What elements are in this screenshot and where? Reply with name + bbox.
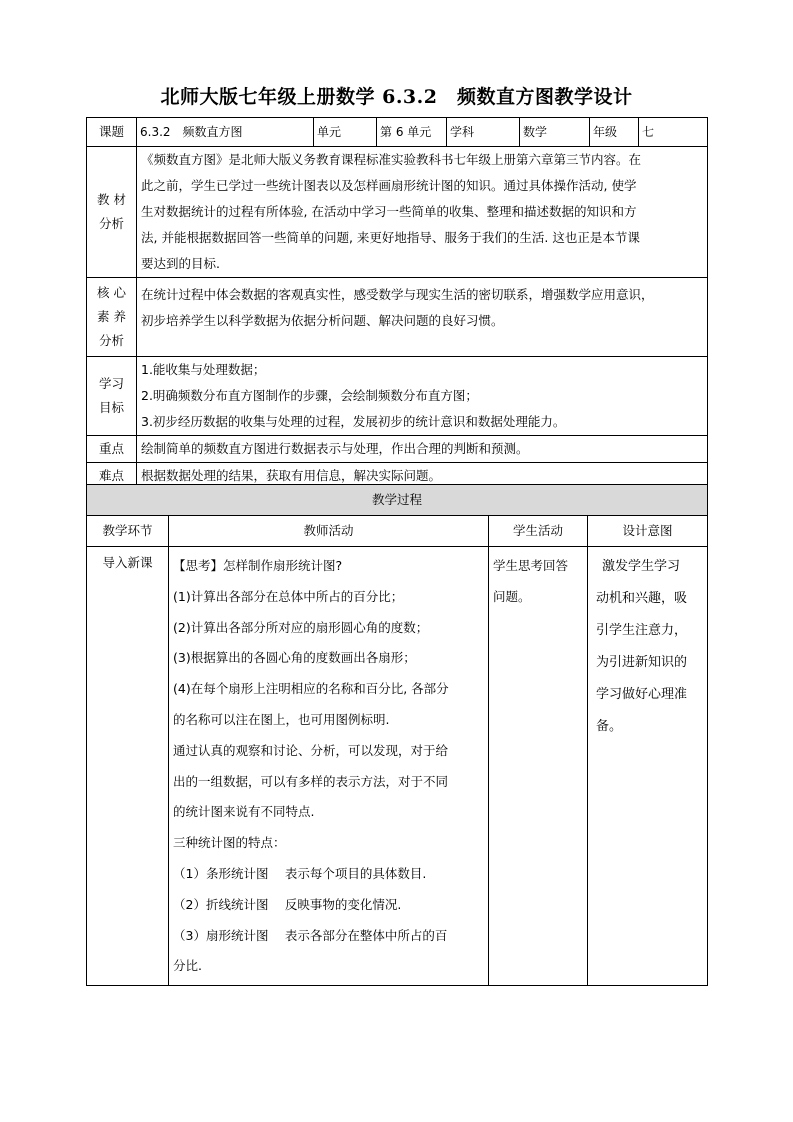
info-row bbox=[87, 118, 708, 147]
col-student: 学生活动 bbox=[489, 516, 588, 547]
col-purpose: 设计意图 bbox=[588, 516, 708, 547]
process-header-row bbox=[87, 485, 708, 516]
goal-text: 1.能收集与处理数据； 2.明确频数分布直方图制作的步骤，会绘制频数分布直方图； 3.初步经历数据的收集与处理的过程，发展初步的统计意识和数据处理能力。 bbox=[137, 357, 708, 436]
grade-value: 七 bbox=[639, 118, 708, 147]
course-label: 课题 bbox=[87, 118, 137, 147]
analysis-row bbox=[87, 147, 708, 278]
unit-value: 第 6 单元 bbox=[377, 118, 447, 147]
teacher-activity-cell: 【思考】怎样制作扇形统计图? (1)计算出各部分在总体中所占的百分比； (2)计算出各部分所对应的扇形圆心角的度数； (3)根据算出的各圆心角的度数画出各扇形； (4)在每个扇形上注明相应的名称和百分比, 各部分 的名称可以注在图上，也可用图例标明. 通过认真的观察和讨论、分析，可以发现，对于给 出的一组数据，可以有多样的表示方法，对于不同 的统计图来说有不同特点. 三种统计图的特点： （1）条形统计图 表示每个项目的具体数目. （2）折线统计图 反映事物的变化情况. （3）扇形统计图 表示各部分在整体中所占的百 分比. bbox=[169, 547, 489, 986]
key-text: 绘制简单的频数直方图进行数据表示与处理，作出合理的判断和预测。 bbox=[137, 436, 708, 463]
goal-label: 学习 目标 bbox=[87, 357, 137, 436]
core-row bbox=[87, 278, 708, 357]
grade-label: 年级 bbox=[590, 118, 639, 147]
analysis-label: 教 材 分析 bbox=[87, 147, 137, 278]
difficult-label: 难点 bbox=[87, 463, 137, 490]
difficult-text: 根据数据处理的结果，获取有用信息，解决实际问题。 bbox=[137, 463, 708, 490]
unit-label: 单元 bbox=[314, 118, 377, 147]
key-row bbox=[87, 436, 708, 463]
col-stage: 教学环节 bbox=[87, 516, 169, 547]
col-teacher: 教师活动 bbox=[169, 516, 489, 547]
process-header: 教学过程 bbox=[87, 485, 708, 516]
design-purpose-cell: 激发学生学习 动机和兴趣，吸 引学生注意力， 为引进新知识的 学习做好心理准 备。 bbox=[588, 547, 708, 986]
process-row-intro bbox=[87, 547, 708, 986]
subject-label: 学科 bbox=[447, 118, 520, 147]
lesson-info-table bbox=[86, 117, 708, 490]
subject-value: 数学 bbox=[520, 118, 590, 147]
process-columns-row bbox=[87, 516, 708, 547]
goal-row bbox=[87, 357, 708, 436]
core-text: 在统计过程中体会数据的客观真实性，感受数学与现实生活的密切联系，增强数学应用意识， 初步培养学生以科学数据为依据分析问题、解决问题的良好习惯。 bbox=[137, 278, 708, 357]
analysis-text: 《频数直方图》是北师大版义务教育课程标准实验教科书七年级上册第六章第三节内容。在 此之前，学生已学过一些统计图表以及怎样画扇形统计图的知识。通过具体操作活动, 使学 生对数据统计的过程有所体验, 在活动中学习一些简单的收集、整理和描述数据的知识和方 法, 并能根据数据回答一些简单的问题, 来更好地指导、服务于我们的生活. 这也正是本节课 要达到的目标. bbox=[137, 147, 708, 278]
student-activity-cell: 学生思考回答 问题。 bbox=[489, 547, 588, 986]
course-value: 6.3.2 频数直方图 bbox=[137, 118, 314, 147]
core-label: 核 心 素 养 分析 bbox=[87, 278, 137, 357]
key-label: 重点 bbox=[87, 436, 137, 463]
stage-cell: 导入新课 bbox=[87, 547, 169, 986]
teaching-process-table bbox=[86, 484, 708, 986]
page-title: 北师大版七年级上册数学 6.3.2 频数直方图教学设计 bbox=[160, 86, 633, 108]
